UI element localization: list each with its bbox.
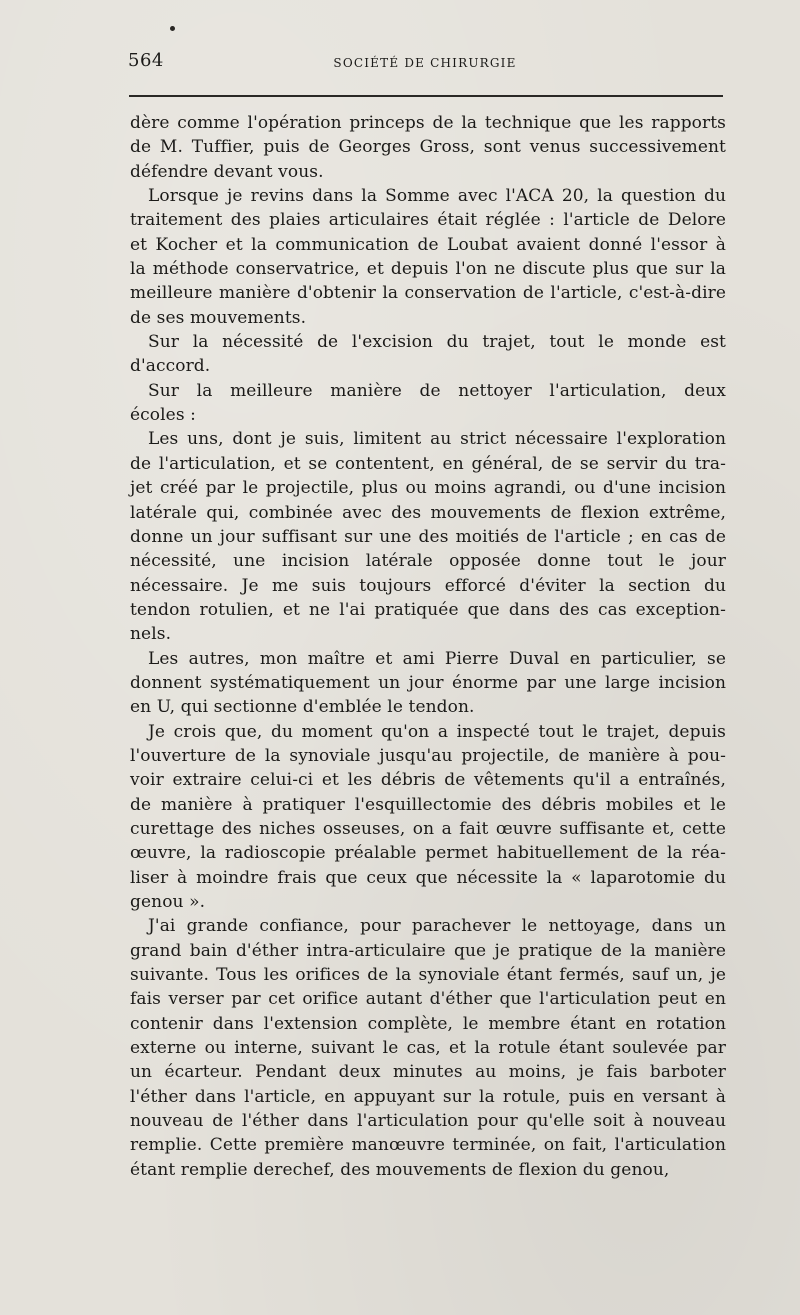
running-head: SOCIÉTÉ DE CHIRURGIE [333, 56, 517, 70]
text-line: et Kocher et la communication de Loubat avaient donné l'essor à [130, 234, 726, 255]
text-line: suivante. Tous les orifices de la synoviale étant fermés, sauf un, je [130, 965, 726, 986]
text-line: dère comme l'opération princeps de la technique que les rapports [130, 113, 726, 133]
text-line: contenir dans l'extension complète, le membre étant en rotation [130, 1013, 726, 1034]
text-line: un écarteur. Pendant deux minutes au moins, je fais barboter [130, 1062, 726, 1083]
text-line: l'éther dans l'article, en appuyant sur la rotule, puis en versant à [130, 1086, 726, 1107]
paragraph [130, 379, 726, 428]
page-number: 564 [128, 50, 164, 71]
text-line: remplie. Cette première manœuvre terminée, on fait, l'articulation [130, 1135, 726, 1156]
text-line: nécessaire. Je me suis toujours efforcé d'éviter la section du [130, 575, 726, 596]
body-text [130, 111, 726, 1182]
text-line: de manière à pratiquer l'esquillectomie des débris mobiles et le [130, 794, 726, 815]
text-line: de M. Tuffier, puis de Georges Gross, sont venus successivement [130, 137, 726, 158]
text-line: Sur la meilleure manière de nettoyer l'articulation, deux [148, 380, 726, 401]
header-rule [129, 95, 723, 97]
text-line: donnent systématiquement un jour énorme par une large incision [130, 672, 726, 693]
paragraph [130, 647, 726, 720]
text-line: défendre devant vous. [130, 161, 324, 182]
text-line: étant remplie derechef, des mouvements de flexion du genou, [130, 1159, 670, 1180]
text-line: tendon rotulien, et ne l'ai pratiquée que dans des cas exception- [130, 599, 726, 620]
ink-speck [170, 26, 175, 31]
text-line: Sur la nécessité de l'excision du trajet, tout le monde est [148, 332, 726, 353]
text-line: Les uns, dont je suis, limitent au strict nécessaire l'exploration [148, 429, 726, 450]
text-line: d'accord. [130, 356, 211, 377]
text-line: fais verser par cet orifice autant d'éther que l'articulation peut en [130, 989, 726, 1010]
text-line: nels. [130, 624, 172, 645]
text-line: curettage des niches osseuses, on a fait œuvre suffisante et, cette [130, 818, 726, 839]
text-line: latérale qui, combinée avec des mouvements de flexion extrême, [130, 502, 726, 523]
text-line: donne un jour suffisant sur une des moitiés de l'article ; en cas de [130, 526, 726, 547]
paragraph [130, 111, 726, 184]
text-line: traitement des plaies articulaires était réglée : l'article de Delore [130, 210, 726, 231]
text-line: Les autres, mon maître et ami Pierre Duval en particulier, se [148, 648, 726, 669]
text-line: liser à moindre frais que ceux que nécessite la « laparotomie du [130, 867, 726, 888]
text-line: genou ». [130, 892, 206, 912]
text-line: Je crois que, du moment qu'on a inspecté tout le trajet, depuis [148, 721, 726, 742]
paragraph [130, 184, 726, 330]
text-line: meilleure manière d'obtenir la conservation de l'article, c'est-à-dire [130, 283, 726, 304]
text-line: de l'articulation, et se contentent, en général, de se servir du tra- [130, 453, 726, 474]
paragraph [130, 914, 726, 1182]
text-line: Lorsque je revins dans la Somme avec l'ACA 20, la question du [148, 186, 726, 207]
paragraph [130, 330, 726, 379]
text-line: J'ai grande confiance, pour parachever le nettoyage, dans un [148, 916, 726, 937]
text-line: en U, qui sectionne d'emblée le tendon. [130, 697, 475, 718]
text-line: nouveau de l'éther dans l'articulation pour qu'elle soit à nouveau [130, 1111, 726, 1132]
text-line: la méthode conservatrice, et depuis l'on ne discute plus que sur la [130, 259, 726, 280]
text-line: grand bain d'éther intra-articulaire que je pratique de la manière [130, 940, 726, 961]
text-line: écoles : [130, 405, 196, 426]
text-line: de ses mouvements. [130, 307, 307, 328]
paragraph [130, 720, 726, 915]
paragraph [130, 427, 726, 646]
text-line: nécessité, une incision latérale opposée donne tout le jour [130, 551, 726, 572]
text-line: jet créé par le projectile, plus ou moins agrandi, ou d'une incision [130, 478, 726, 499]
text-line: externe ou interne, suivant le cas, et la rotule étant soulevée par [130, 1038, 726, 1059]
text-line: œuvre, la radioscopie préalable permet habituellement de la réa- [130, 843, 726, 864]
text-line: voir extraire celui-ci et les débris de vêtements qu'il a entraînés, [130, 770, 726, 791]
text-line: l'ouverture de la synoviale jusqu'au projectile, de manière à pou- [130, 745, 726, 766]
